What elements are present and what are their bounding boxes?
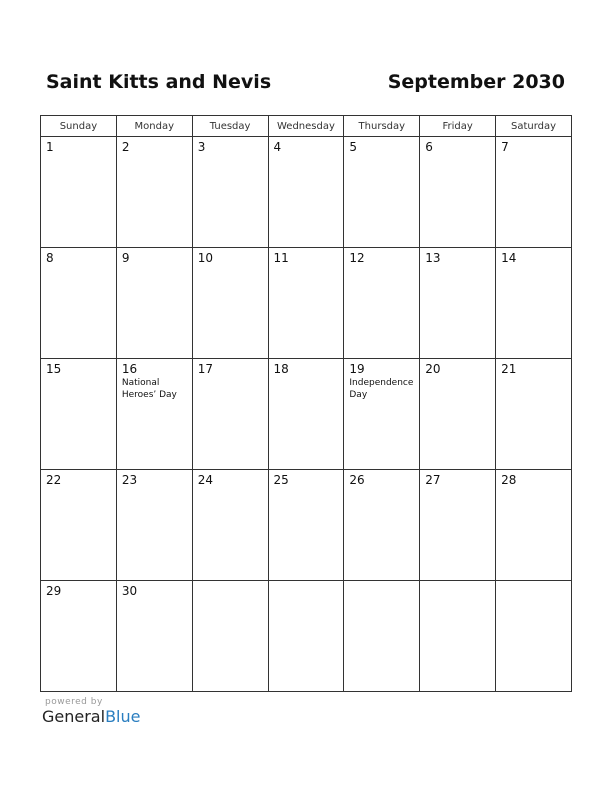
day-number: 3: [197, 140, 206, 154]
day-cell: [420, 137, 496, 248]
day-number: 13: [425, 251, 441, 265]
day-cell: [116, 470, 192, 581]
weekday-monday: Monday: [116, 116, 192, 137]
day-cell: [116, 137, 192, 248]
holiday-label: Independence Day: [349, 378, 414, 400]
weekday-wednesday: Wednesday: [268, 116, 344, 137]
footer-branding: [42, 697, 140, 726]
day-cell: [268, 248, 344, 359]
day-cell: [420, 581, 496, 692]
day-number: 26: [349, 473, 365, 487]
week-row: [41, 359, 572, 470]
day-number: 6: [425, 140, 433, 154]
day-cell: [268, 359, 344, 470]
day-number: 7: [501, 140, 509, 154]
month-year-title: September 2030: [387, 71, 565, 93]
day-number: 22: [46, 473, 62, 487]
day-cell: [496, 581, 572, 692]
day-number: 18: [273, 362, 289, 376]
day-number: [496, 581, 571, 584]
week-row: [41, 470, 572, 581]
week-row: [41, 581, 572, 692]
day-number: 5: [349, 140, 358, 154]
day-cell: [496, 137, 572, 248]
day-cell: [344, 248, 420, 359]
weekday-thursday: Thursday: [344, 116, 420, 137]
brand-logo: [42, 708, 140, 726]
day-cell: [116, 359, 192, 470]
day-number: 10: [197, 251, 213, 265]
weekday-saturday: Saturday: [496, 116, 572, 137]
day-number: 8: [46, 251, 54, 265]
day-number: 17: [197, 362, 213, 376]
day-number: 2: [121, 140, 130, 154]
day-cell: [344, 581, 420, 692]
day-cell: [268, 470, 344, 581]
day-cell: [192, 137, 268, 248]
day-number: 1: [46, 140, 54, 154]
day-number: 27: [425, 473, 441, 487]
day-number: 15: [46, 362, 62, 376]
day-cell: [420, 248, 496, 359]
day-cell: [41, 248, 117, 359]
day-cell: [420, 359, 496, 470]
day-number: 12: [349, 251, 365, 265]
day-cell: [41, 470, 117, 581]
day-number: [344, 581, 419, 584]
day-number: 30: [121, 584, 138, 598]
day-cell: [268, 137, 344, 248]
day-cell: [496, 248, 572, 359]
brand-general: General: [42, 707, 106, 726]
day-cell: [192, 359, 268, 470]
day-number: 25: [273, 473, 289, 487]
day-cell: [496, 359, 572, 470]
day-cell: [344, 470, 420, 581]
day-cell: [116, 581, 192, 692]
day-cell: [344, 359, 420, 470]
day-cell: [116, 248, 192, 359]
day-number: 28: [501, 473, 517, 487]
day-number: 20: [425, 362, 441, 376]
powered-by-text: powered by: [45, 697, 103, 707]
holiday-label: National Heroes’ Day: [121, 378, 177, 400]
day-number: [420, 581, 495, 584]
day-number: [193, 581, 268, 584]
day-number: 24: [197, 473, 213, 487]
day-number: 29: [46, 584, 62, 598]
day-number: 4: [273, 140, 282, 154]
day-cell: [192, 248, 268, 359]
day-cell: [41, 137, 117, 248]
day-number: 21: [501, 362, 517, 376]
weekday-friday: Friday: [420, 116, 496, 137]
day-cell: [192, 470, 268, 581]
country-title: Saint Kitts and Nevis: [46, 71, 272, 93]
day-number: 16: [121, 362, 138, 376]
day-number: 9: [121, 251, 130, 265]
day-number: 11: [273, 251, 289, 265]
weekday-sunday: Sunday: [41, 116, 117, 137]
day-cell: [344, 137, 420, 248]
day-cell: [420, 470, 496, 581]
day-cell: [496, 470, 572, 581]
calendar-grid: [40, 115, 572, 692]
weekday-header-row: [41, 116, 572, 137]
day-cell: [41, 359, 117, 470]
day-number: 23: [121, 473, 138, 487]
day-cell: [192, 581, 268, 692]
day-number: [269, 581, 344, 584]
week-row: [41, 248, 572, 359]
week-row: [41, 137, 572, 248]
day-number: 14: [501, 251, 517, 265]
brand-blue: Blue: [105, 707, 141, 726]
day-number: 19: [349, 362, 365, 376]
weekday-tuesday: Tuesday: [192, 116, 268, 137]
day-cell: [268, 581, 344, 692]
day-cell: [41, 581, 117, 692]
